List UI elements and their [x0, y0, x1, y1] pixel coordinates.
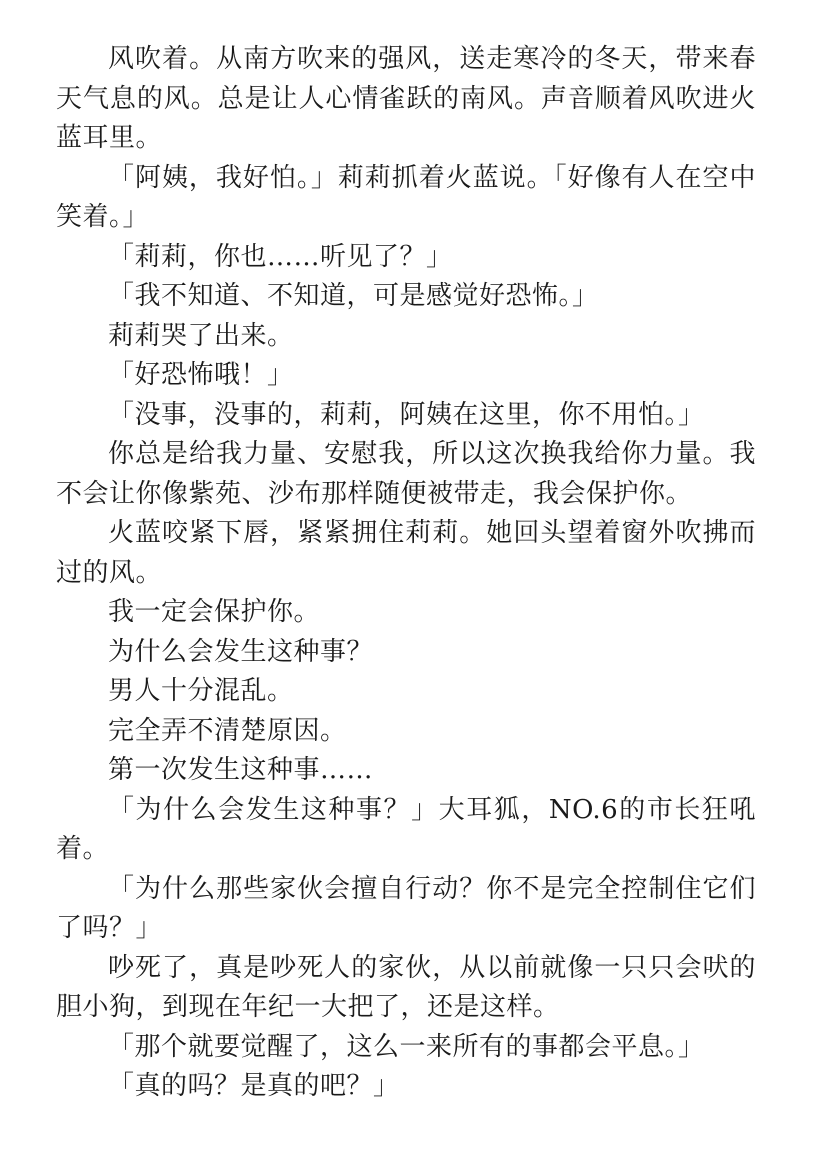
paragraph: 男人十分混乱。 [108, 676, 294, 706]
paragraph: 莉莉哭了出来。 [108, 320, 294, 351]
paragraph: 「那个就要觉醒了，这么一来所有的事都会平息。」 [108, 1031, 705, 1062]
paragraph: 吵死了，真是吵死人的家伙，从以前就像一只只会吠的胆小狗，到现在年纪一大把了，还是这样。 [56, 952, 756, 1022]
paragraph: 「为什么那些家伙会擅自行动？你不是完全控制住它们了吗？」 [56, 873, 756, 943]
paragraph: 火蓝咬紧下唇，紧紧拥住莉莉。她回头望着窗外吹拂而过的风。 [56, 518, 756, 588]
paragraph: 「我不知道、不知道，可是感觉好恐怖。」 [108, 281, 599, 311]
paragraph: 「阿姨，我好怕。」莉莉抓着火蓝说。「好像有人在空中笑着。」 [56, 162, 756, 232]
paragraph: 为什么会发生这种事？ [108, 636, 374, 667]
document-page [56, 40, 756, 1107]
paragraph: 「真的吗？是真的吧？」 [108, 1071, 400, 1101]
paragraph: 「好恐怖哦！」 [108, 360, 294, 390]
paragraph: 「没事，没事的，莉莉，阿姨在这里，你不用怕。」 [108, 399, 705, 430]
paragraph: 风吹着。从南方吹来的强风，送走寒冷的冬天，带来春天气息的风。总是让人心情雀跃的南风。声音顺着风吹进火蓝耳里。 [56, 44, 756, 153]
paragraph: 「莉莉，你也……听见了？」 [108, 241, 453, 272]
paragraph: 我一定会保护你。 [108, 597, 321, 627]
paragraph: 「为什么会发生这种事？」大耳狐，NO.6的市长狂吼着。 [56, 794, 756, 864]
paragraph: 第一次发生这种事…… [108, 755, 374, 785]
paragraph: 你总是给我力量、安慰我，所以这次换我给你力量。我不会让你像紫苑、沙布那样随便被带走，我会保护你。 [56, 439, 756, 509]
paragraph: 完全弄不清楚原因。 [108, 715, 347, 746]
